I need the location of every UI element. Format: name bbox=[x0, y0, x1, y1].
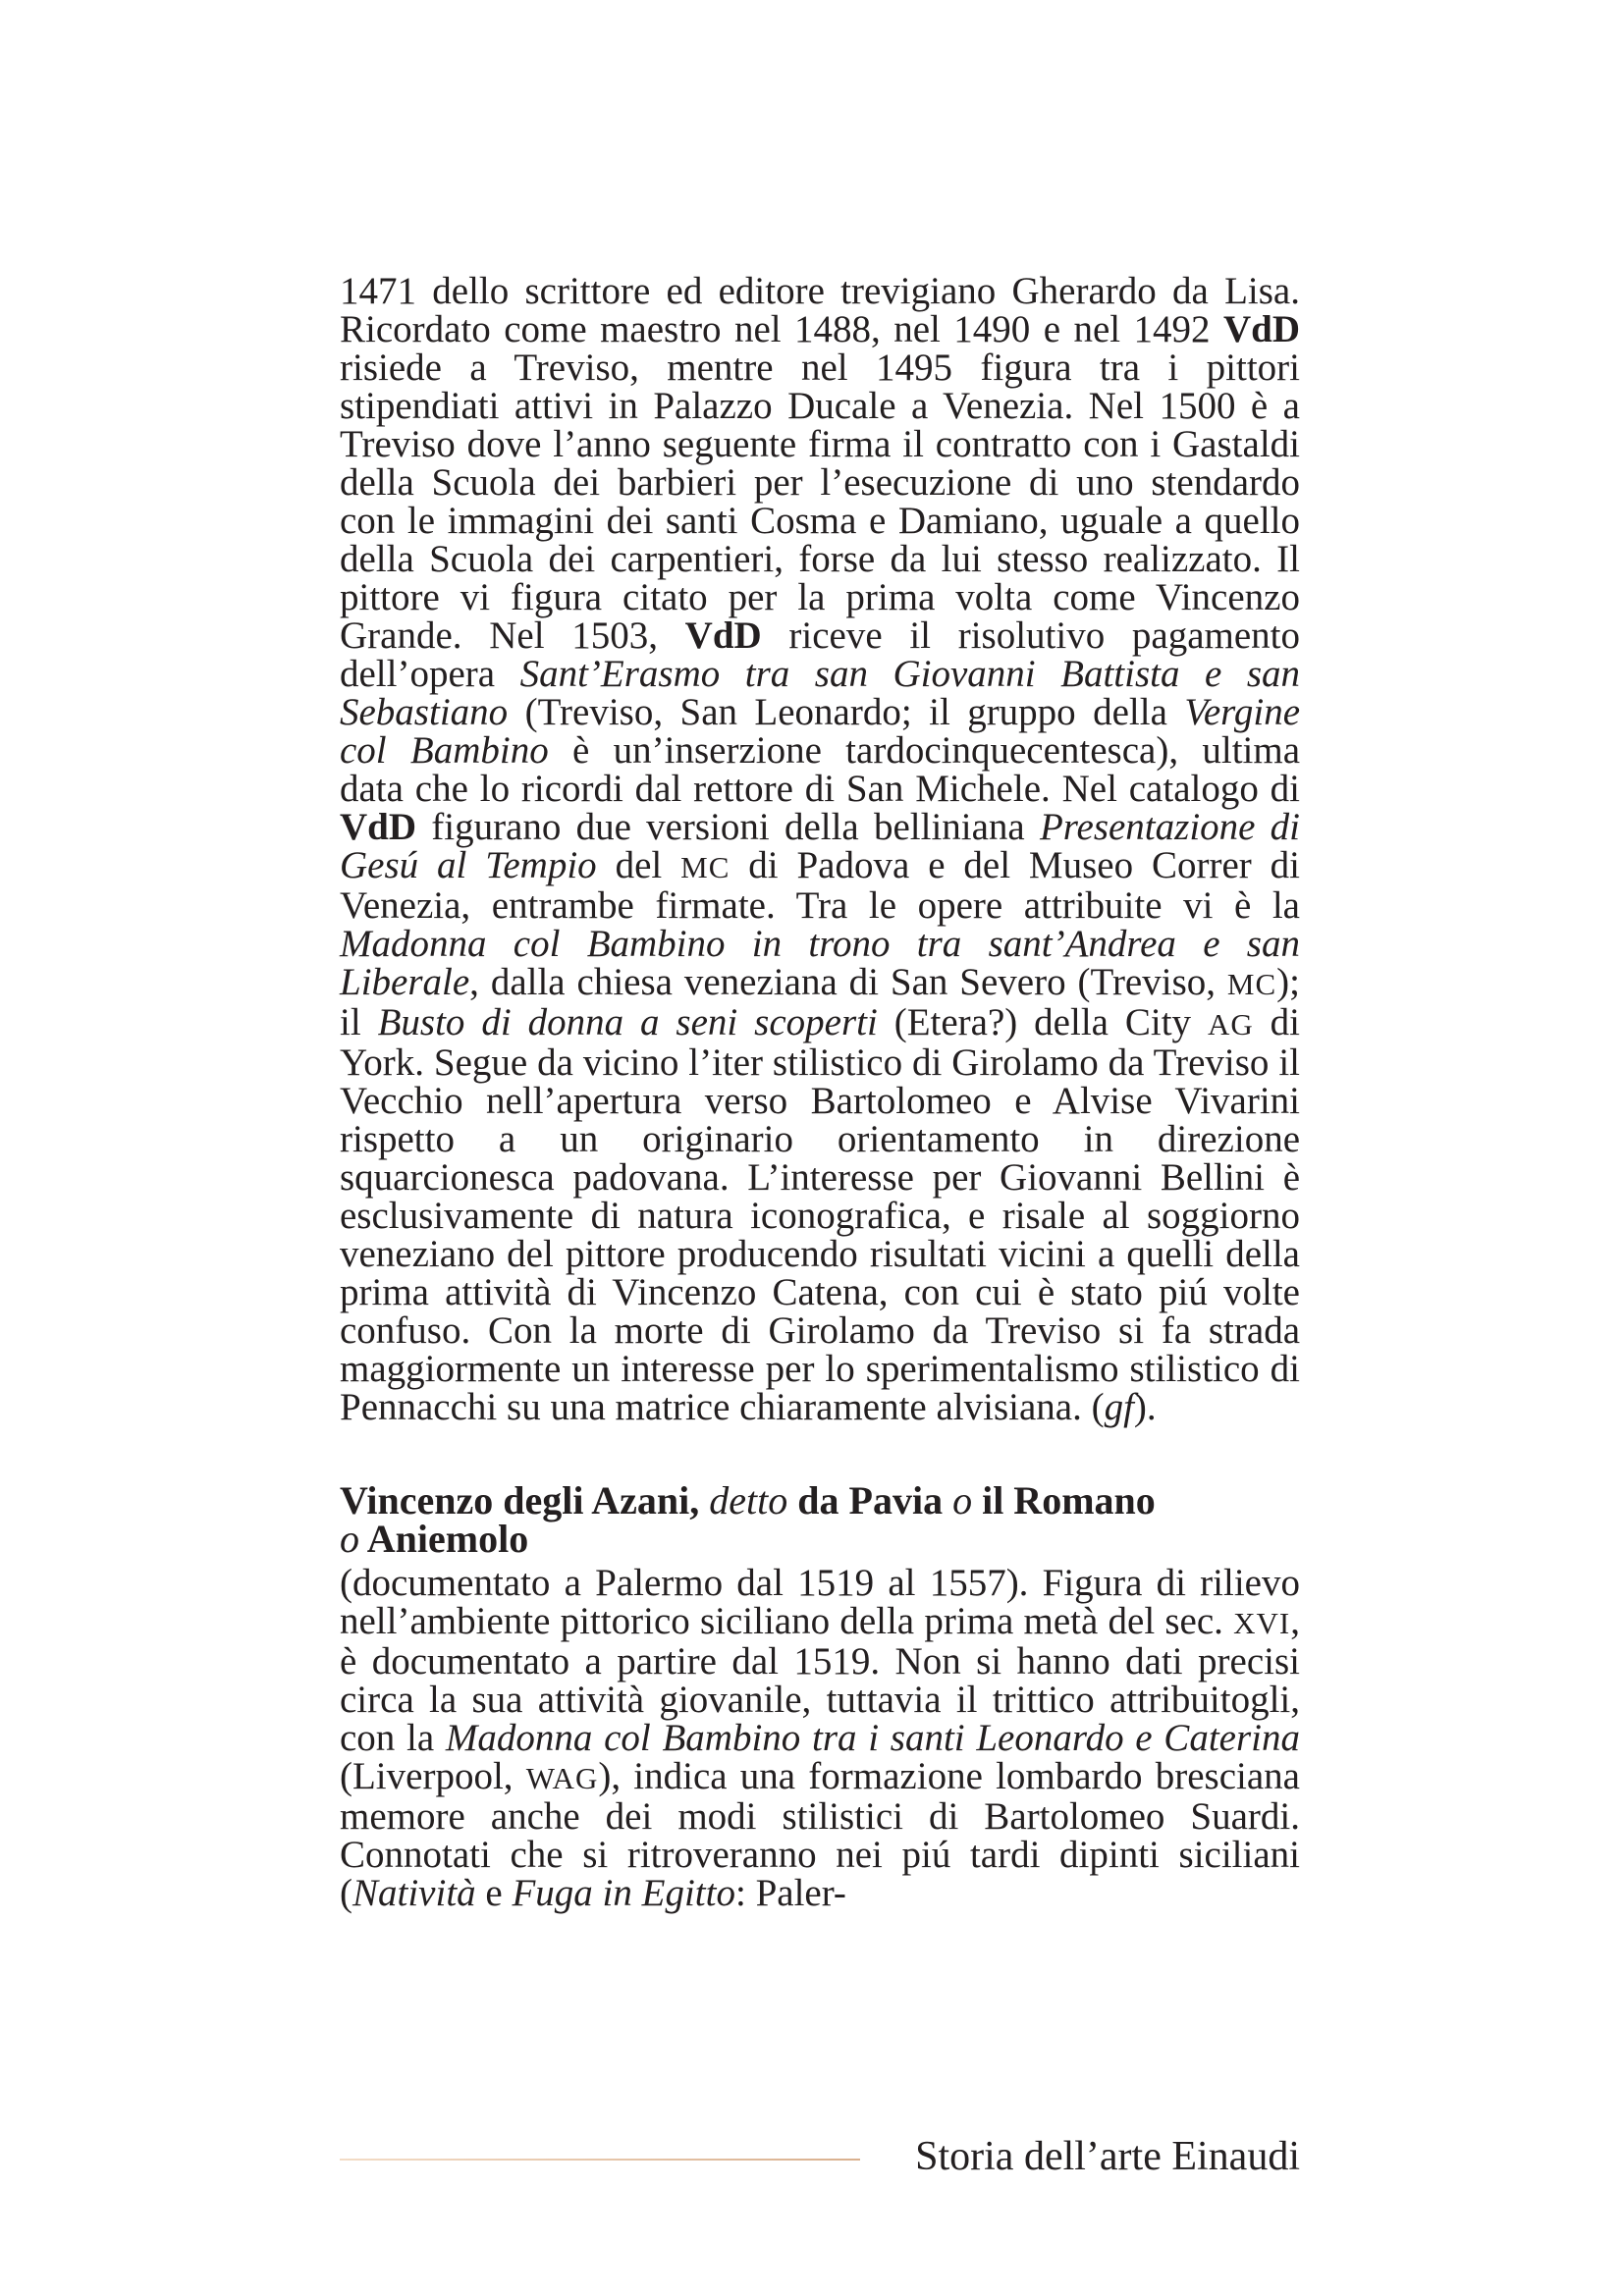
artist-alias: Aniemolo bbox=[366, 1517, 529, 1561]
entry-vdd-text-7: del bbox=[596, 844, 681, 886]
museum-abbreviation: MC bbox=[680, 850, 730, 884]
entry-vdd-text-6: figurano due versioni della belliniana bbox=[416, 806, 1040, 848]
entry-vdd-text-2: risiede a Treviso, mentre nel 1495 figura tra i pittori stipendiati attivi in Palazzo Ducale a Venezia. Nel 1500 è a Treviso dove l’anno seguente firma il contratto con i Gastaldi della Scuola dei barbieri per l’esecuzione di uno stendardo con le immagini dei santi Cosma e Damiano, uguale a quello della Scuola dei carpentieri, forse da lui stesso realizzato. Il pittore vi figura citato per la prima volta come Vincenzo Grande. Nel 1503, bbox=[340, 347, 1300, 657]
entry-vdd-text-10: ); il bbox=[340, 961, 1300, 1043]
entry-vdd-text-13: ). bbox=[1133, 1386, 1157, 1428]
artist-alias: da Pavia bbox=[797, 1478, 944, 1522]
artwork-title: Madonna col Bambino in trono tra sant’Andrea e san Liberale bbox=[340, 923, 1300, 1003]
entry-vdd-text-4: (Treviso, San Leonardo; il gruppo della bbox=[508, 691, 1185, 733]
museum-abbreviation: MC bbox=[1226, 967, 1277, 1001]
text-column bbox=[340, 272, 1300, 1912]
entry-vdd-text-9: , dalla chiesa veneziana di San Severo (Treviso, bbox=[469, 961, 1227, 1003]
entry-azani-text-4: ), indica una formazione lombardo bresciana memore anche dei modi stilistici di Bartolomeo Suardi. Connotati che si ritroveranno nei piú tardi dipinti siciliani ( bbox=[340, 1755, 1300, 1914]
entry-azani-body bbox=[340, 1564, 1300, 1912]
entry-vdd-text-3: riceve il risolutivo pagamento dell’opera bbox=[340, 614, 1301, 695]
page-footer bbox=[340, 2132, 1300, 2181]
entry-vdd-text-11: (Etera?) della City bbox=[877, 1001, 1208, 1043]
artwork-title: Sant’Erasmo tra san Giovanni Battista e san Sebastiano bbox=[340, 653, 1300, 733]
artwork-title: Natività bbox=[352, 1872, 476, 1914]
museum-abbreviation: WAG bbox=[525, 1761, 599, 1795]
heading-connector: o bbox=[952, 1478, 973, 1522]
entry-azani-text-1: (documentato a Palermo dal 1519 al 1557). Figura di rilievo nell’ambiente pittorico siciliano della prima metà del sec. bbox=[340, 1562, 1300, 1642]
entry-vdd-text-1: 1471 dello scrittore ed editore trevigiano Gherardo da Lisa. Ricordato come maestro nel 1488, nel 1490 e nel 1492 bbox=[340, 270, 1300, 350]
museum-abbreviation: AG bbox=[1207, 1007, 1254, 1041]
vdd-abbreviation: VdD bbox=[1222, 308, 1300, 350]
entry-heading bbox=[340, 1478, 1300, 1561]
artwork-title: Vergine col Bambino bbox=[340, 691, 1300, 772]
artwork-title: Busto di donna a seni scoperti bbox=[377, 1001, 878, 1043]
artist-name: Vincenzo degli Azani, bbox=[340, 1478, 700, 1522]
artist-alias: il Romano bbox=[982, 1478, 1156, 1522]
artwork-title: Madonna col Bambino tra i santi Leonardo e Caterina bbox=[445, 1717, 1300, 1759]
entry-azani-text-3: (Liverpool, bbox=[340, 1755, 526, 1797]
artwork-title: Fuga in Egitto bbox=[512, 1872, 735, 1914]
author-initials: gf bbox=[1104, 1386, 1134, 1428]
entry-azani-text-6: : Paler- bbox=[734, 1872, 846, 1914]
heading-connector: o bbox=[340, 1517, 359, 1561]
vdd-abbreviation: VdD bbox=[684, 614, 762, 657]
footer-rule bbox=[340, 2159, 860, 2161]
entry-vdd-text-8: di Padova e del Museo Correr di Venezia, entrambe firmate. Tra le opere attribuite vi è la bbox=[340, 844, 1300, 927]
vdd-abbreviation: VdD bbox=[340, 806, 417, 848]
entry-azani-text-2: , è documentato a partire dal 1519. Non si hanno dati precisi circa la sua attività giovanile, tuttavia il trittico attribuitogli, con la bbox=[340, 1600, 1300, 1759]
heading-connector: detto bbox=[709, 1478, 788, 1522]
entry-vdd-body bbox=[340, 272, 1300, 1426]
entry-vdd-text-5: è un’inserzione tardocinquecentesca), ultima data che lo ricordi dal rettore di San Michele. Nel catalogo di bbox=[340, 729, 1301, 810]
entry-vdd-text-12: di York. Segue da vicino l’iter stilistico di Girolamo da Treviso il Vecchio nell’apertura verso Bartolomeo e Alvise Vivarini rispetto a un originario orientamento in direzione squarcionesca padovana. L’interesse per Giovanni Bellini è esclusivamente di natura iconografica, e risale al soggiorno veneziano del pittore producendo risultati vicini a quelli della prima attività di Vincenzo Catena, con cui è stato piú volte confuso. Con la morte di Girolamo da Treviso si fa strada maggiormente un interesse per lo sperimentalismo stilistico di Pennacchi su una matrice chiaramente alvisiana. ( bbox=[340, 1001, 1301, 1428]
entry-azani-text-5: e bbox=[475, 1872, 513, 1914]
artwork-title: Presentazione di Gesú al Tempio bbox=[340, 806, 1301, 886]
footer-title: Storia dell’arte Einaudi bbox=[915, 2134, 1300, 2179]
century-numeral: XVI bbox=[1233, 1606, 1291, 1640]
